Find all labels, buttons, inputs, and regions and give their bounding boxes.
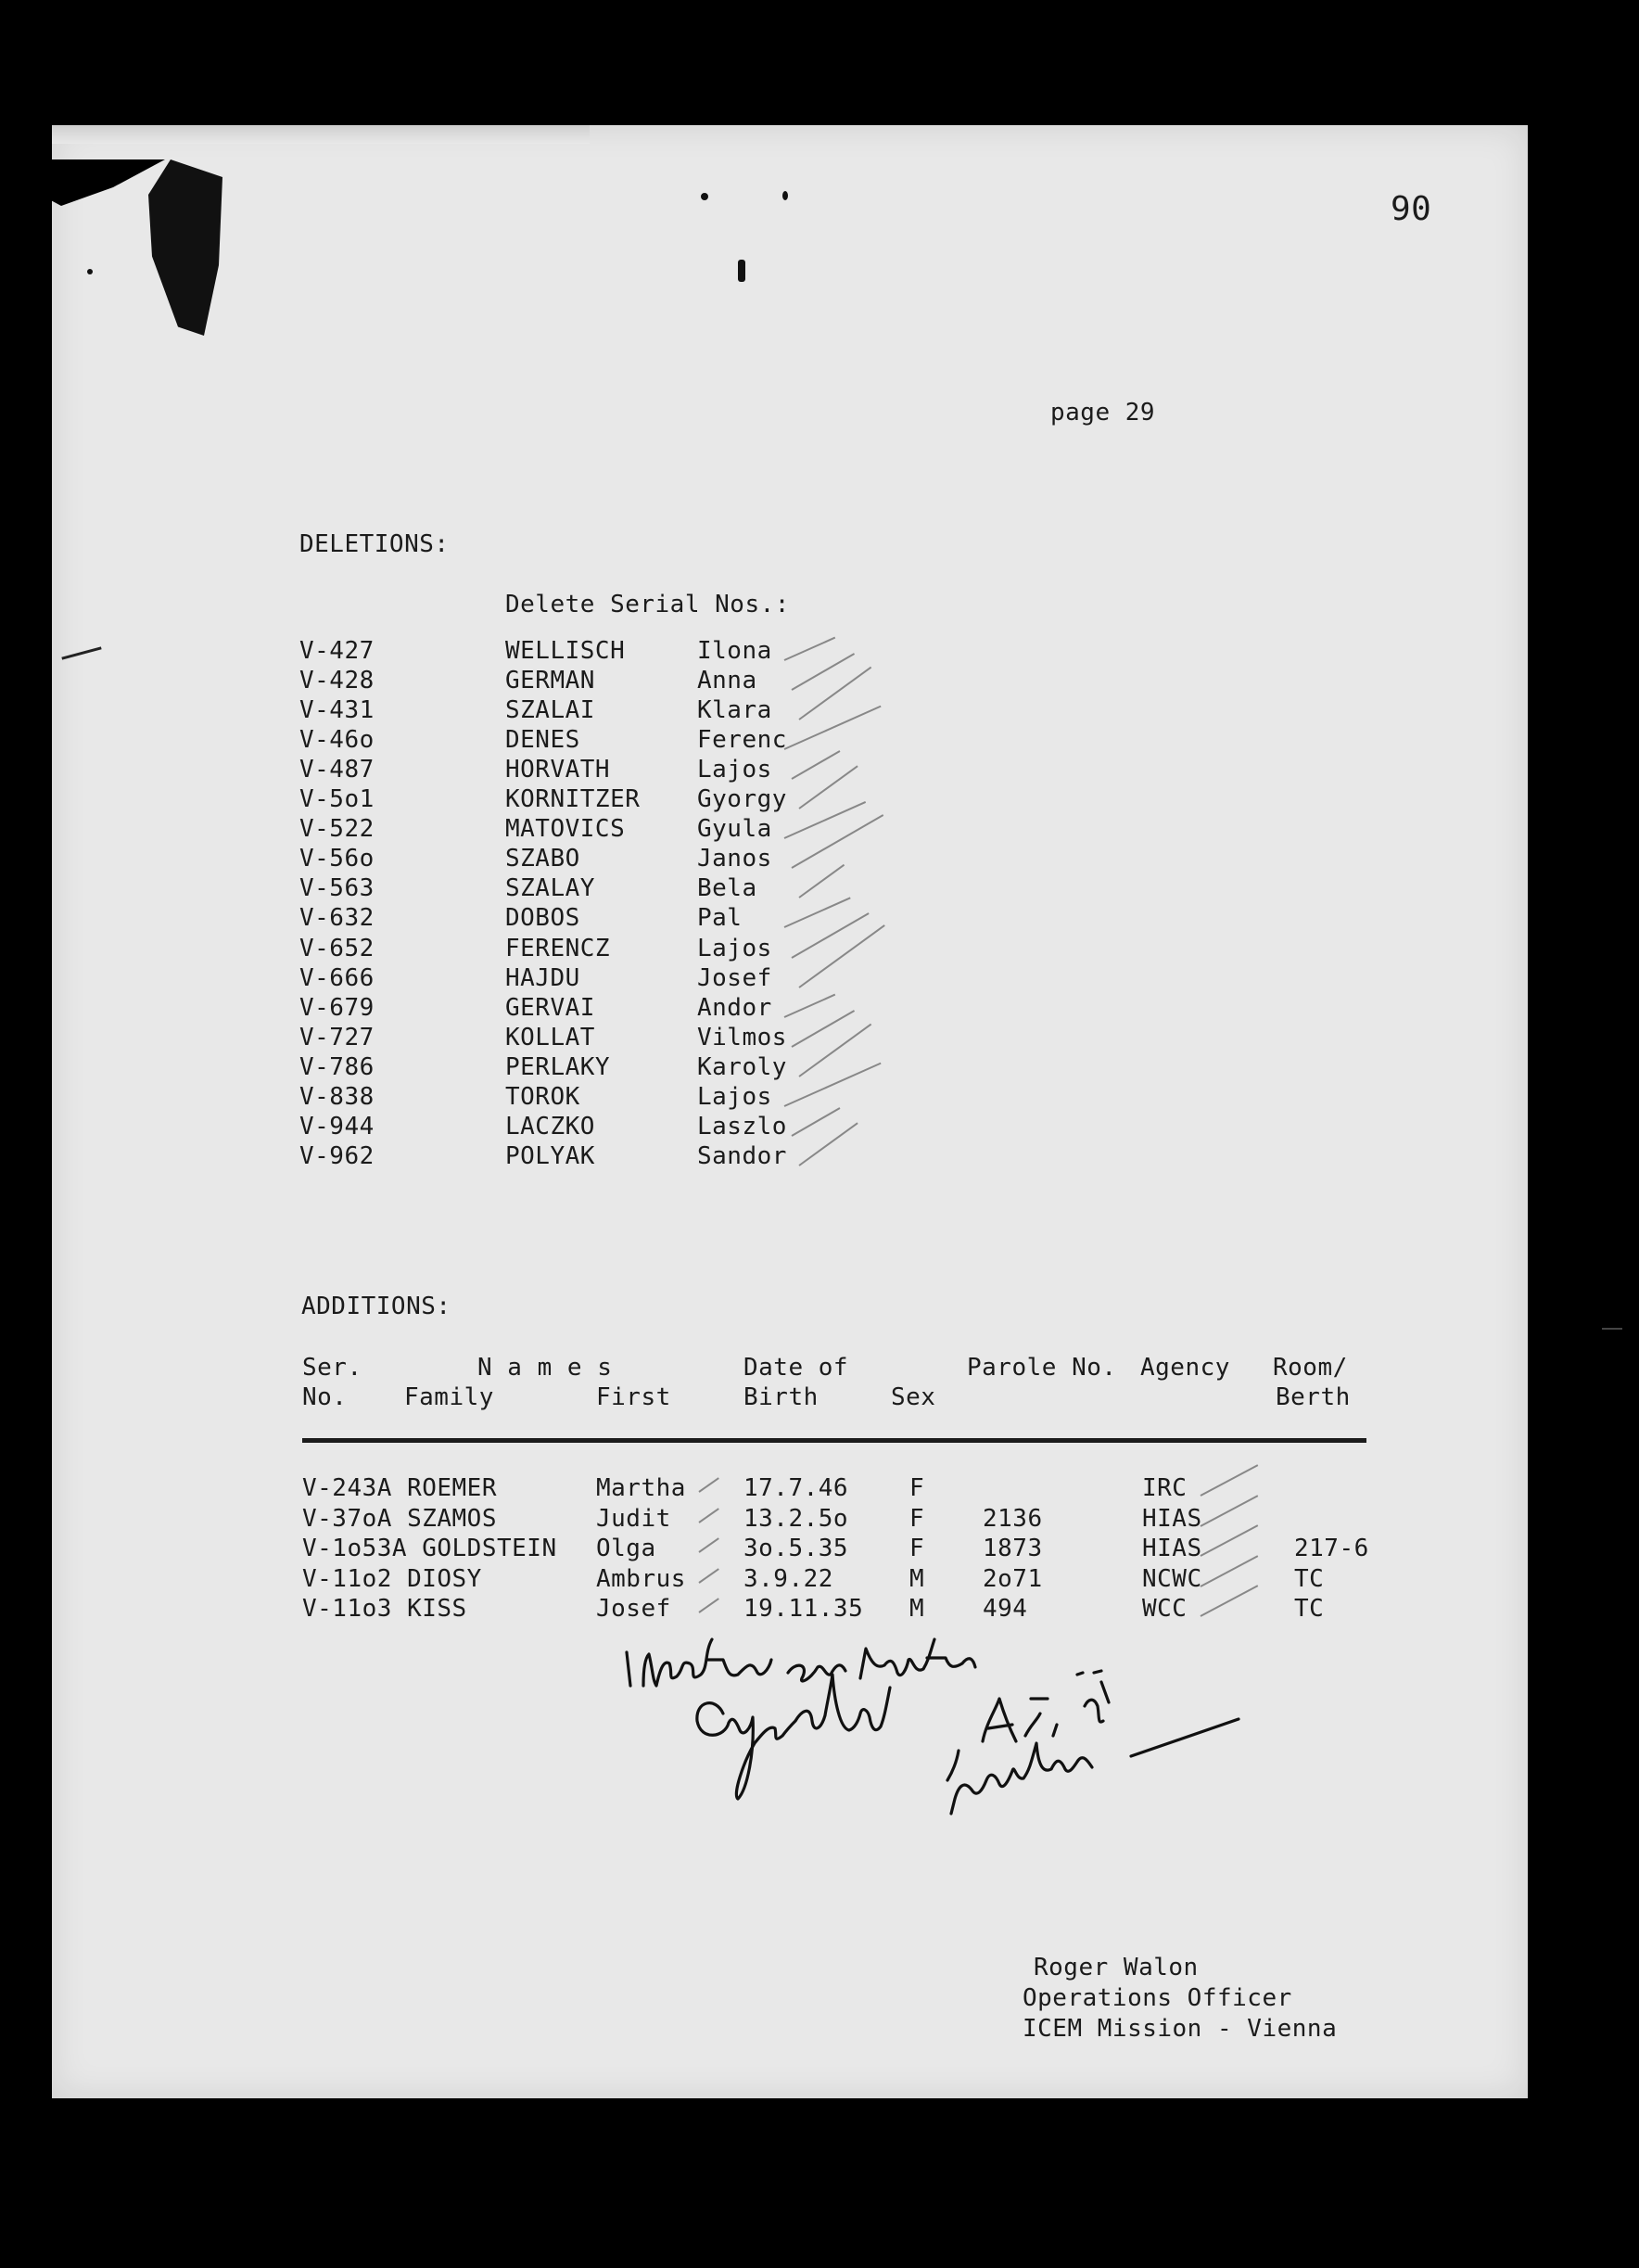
deletion-family: GERVAI xyxy=(505,993,595,1022)
deletion-serial: V-427 xyxy=(299,637,375,665)
deletion-first: Lajos xyxy=(697,1082,772,1111)
deletion-first: Vilmos xyxy=(697,1023,787,1051)
deletion-serial: V-487 xyxy=(299,756,375,784)
signatory-name: Roger Walon xyxy=(1034,1954,1199,1981)
speck xyxy=(87,269,93,274)
deletion-serial: V-838 xyxy=(299,1082,375,1111)
deletion-family: DOBOS xyxy=(505,904,580,933)
addition-dob: 3.9.22 xyxy=(743,1564,833,1593)
addition-first: Martha xyxy=(596,1474,686,1502)
deletion-family: SZABO xyxy=(505,845,580,873)
deletion-serial: V-962 xyxy=(299,1141,375,1170)
speck xyxy=(701,193,708,200)
deletion-family: KOLLAT xyxy=(505,1023,595,1051)
handwritten-note xyxy=(612,1632,1391,1836)
deletion-first: Anna xyxy=(697,667,757,695)
header-ser: Ser. xyxy=(302,1354,362,1382)
deletion-first: Gyula xyxy=(697,815,772,844)
header-dob: Date of xyxy=(743,1354,849,1382)
deletions-subheading: Delete Serial Nos.: xyxy=(505,591,790,618)
deletion-serial: V-5o1 xyxy=(299,785,375,814)
deletion-family: SZALAI xyxy=(505,696,595,725)
deletion-serial: V-428 xyxy=(299,667,375,695)
addition-first: Olga xyxy=(596,1535,656,1562)
deletion-serial: V-652 xyxy=(299,934,375,962)
addition-serial-family: V-11o2 DIOSY xyxy=(302,1564,482,1593)
addition-dob: 13.2.5o xyxy=(743,1504,849,1533)
deletions-heading: DELETIONS: xyxy=(299,530,450,558)
header-agency: Agency xyxy=(1140,1354,1230,1382)
side-mark xyxy=(1602,1328,1622,1330)
deletion-serial: V-666 xyxy=(299,963,375,992)
deletion-serial: V-46o xyxy=(299,726,375,755)
header-berth: Berth xyxy=(1276,1383,1351,1411)
addition-parole: 1873 xyxy=(983,1535,1043,1562)
addition-agency: IRC xyxy=(1142,1474,1188,1502)
deletion-first: Sandor xyxy=(697,1141,787,1170)
deletion-serial: V-727 xyxy=(299,1023,375,1051)
addition-sex: F xyxy=(909,1474,925,1502)
addition-first: Judit xyxy=(596,1504,671,1533)
deletion-first: Andor xyxy=(697,993,772,1022)
header-room: Room/ xyxy=(1273,1354,1348,1382)
addition-sex: M xyxy=(909,1595,925,1623)
header-no: No. xyxy=(302,1383,348,1411)
header-parole: Parole No. xyxy=(967,1354,1117,1382)
deletion-family: SZALAY xyxy=(505,874,595,903)
addition-dob: 17.7.46 xyxy=(743,1474,849,1502)
addition-serial-family: V-37oA SZAMOS xyxy=(302,1504,497,1533)
addition-parole: 2136 xyxy=(983,1504,1043,1533)
deletion-family: GERMAN xyxy=(505,667,595,695)
deletion-serial: V-944 xyxy=(299,1112,375,1140)
deletion-serial: V-632 xyxy=(299,904,375,933)
deletion-first: Gyorgy xyxy=(697,785,787,814)
addition-parole: 2o71 xyxy=(983,1564,1043,1593)
addition-sex: F xyxy=(909,1535,925,1562)
deletion-first: Pal xyxy=(697,904,743,933)
additions-heading: ADDITIONS: xyxy=(301,1293,451,1320)
addition-room: 217-6 xyxy=(1294,1535,1369,1562)
deletion-serial: V-786 xyxy=(299,1052,375,1081)
addition-dob: 3o.5.35 xyxy=(743,1535,849,1562)
addition-parole: 494 xyxy=(983,1595,1028,1623)
deletion-serial: V-563 xyxy=(299,874,375,903)
deletion-family: POLYAK xyxy=(505,1141,595,1170)
addition-dob: 19.11.35 xyxy=(743,1595,864,1623)
deletion-family: KORNITZER xyxy=(505,785,641,814)
addition-first: Ambrus xyxy=(596,1564,686,1593)
paper-fold xyxy=(52,125,590,144)
deletion-first: Ilona xyxy=(697,637,772,665)
deletion-family: FERENCZ xyxy=(505,934,611,962)
addition-agency: NCWC xyxy=(1142,1564,1202,1593)
deletion-first: Lajos xyxy=(697,756,772,784)
addition-first: Josef xyxy=(596,1595,671,1623)
deletion-family: DENES xyxy=(505,726,580,755)
addition-room: TC xyxy=(1294,1595,1325,1623)
header-birth: Birth xyxy=(743,1383,819,1411)
addition-serial-family: V-1o53A GOLDSTEIN xyxy=(302,1535,557,1562)
addition-room: TC xyxy=(1294,1564,1325,1593)
deletion-family: MATOVICS xyxy=(505,815,626,844)
deletion-first: Laszlo xyxy=(697,1112,787,1140)
speck xyxy=(738,260,745,282)
deletion-first: Klara xyxy=(697,696,772,725)
addition-serial-family: V-11o3 KISS xyxy=(302,1595,467,1623)
deletion-family: HAJDU xyxy=(505,963,580,992)
signatory-org: ICEM Mission - Vienna xyxy=(1023,2015,1338,2043)
deletion-first: Janos xyxy=(697,845,772,873)
deletion-first: Josef xyxy=(697,963,772,992)
addition-agency: WCC xyxy=(1142,1595,1188,1623)
page-label: page 29 xyxy=(1050,399,1156,427)
deletion-first: Karoly xyxy=(697,1052,787,1081)
header-names: N a m e s xyxy=(477,1354,613,1382)
deletion-serial: V-56o xyxy=(299,845,375,873)
deletion-serial: V-679 xyxy=(299,993,375,1022)
deletion-family: LACZKO xyxy=(505,1112,595,1140)
deletion-first: Bela xyxy=(697,874,757,903)
addition-sex: F xyxy=(909,1504,925,1533)
header-first: First xyxy=(596,1383,671,1411)
addition-serial-family: V-243A ROEMER xyxy=(302,1474,497,1502)
deletion-first: Lajos xyxy=(697,934,772,962)
addition-agency: HIAS xyxy=(1142,1504,1202,1533)
deletion-serial: V-431 xyxy=(299,696,375,725)
deletion-family: HORVATH xyxy=(505,756,611,784)
header-rule xyxy=(302,1438,1366,1443)
signatory-title: Operations Officer xyxy=(1023,1984,1292,2012)
deletion-family: TOROK xyxy=(505,1082,580,1111)
page-number-stamp: 90 xyxy=(1391,190,1432,228)
deletion-family: PERLAKY xyxy=(505,1052,611,1081)
header-sex: Sex xyxy=(891,1383,936,1411)
deletion-family: WELLISCH xyxy=(505,637,626,665)
addition-agency: HIAS xyxy=(1142,1535,1202,1562)
deletion-first: Ferenc xyxy=(697,726,787,755)
header-family: Family xyxy=(404,1383,494,1411)
speck xyxy=(782,191,788,200)
deletion-serial: V-522 xyxy=(299,815,375,844)
addition-sex: M xyxy=(909,1564,925,1593)
